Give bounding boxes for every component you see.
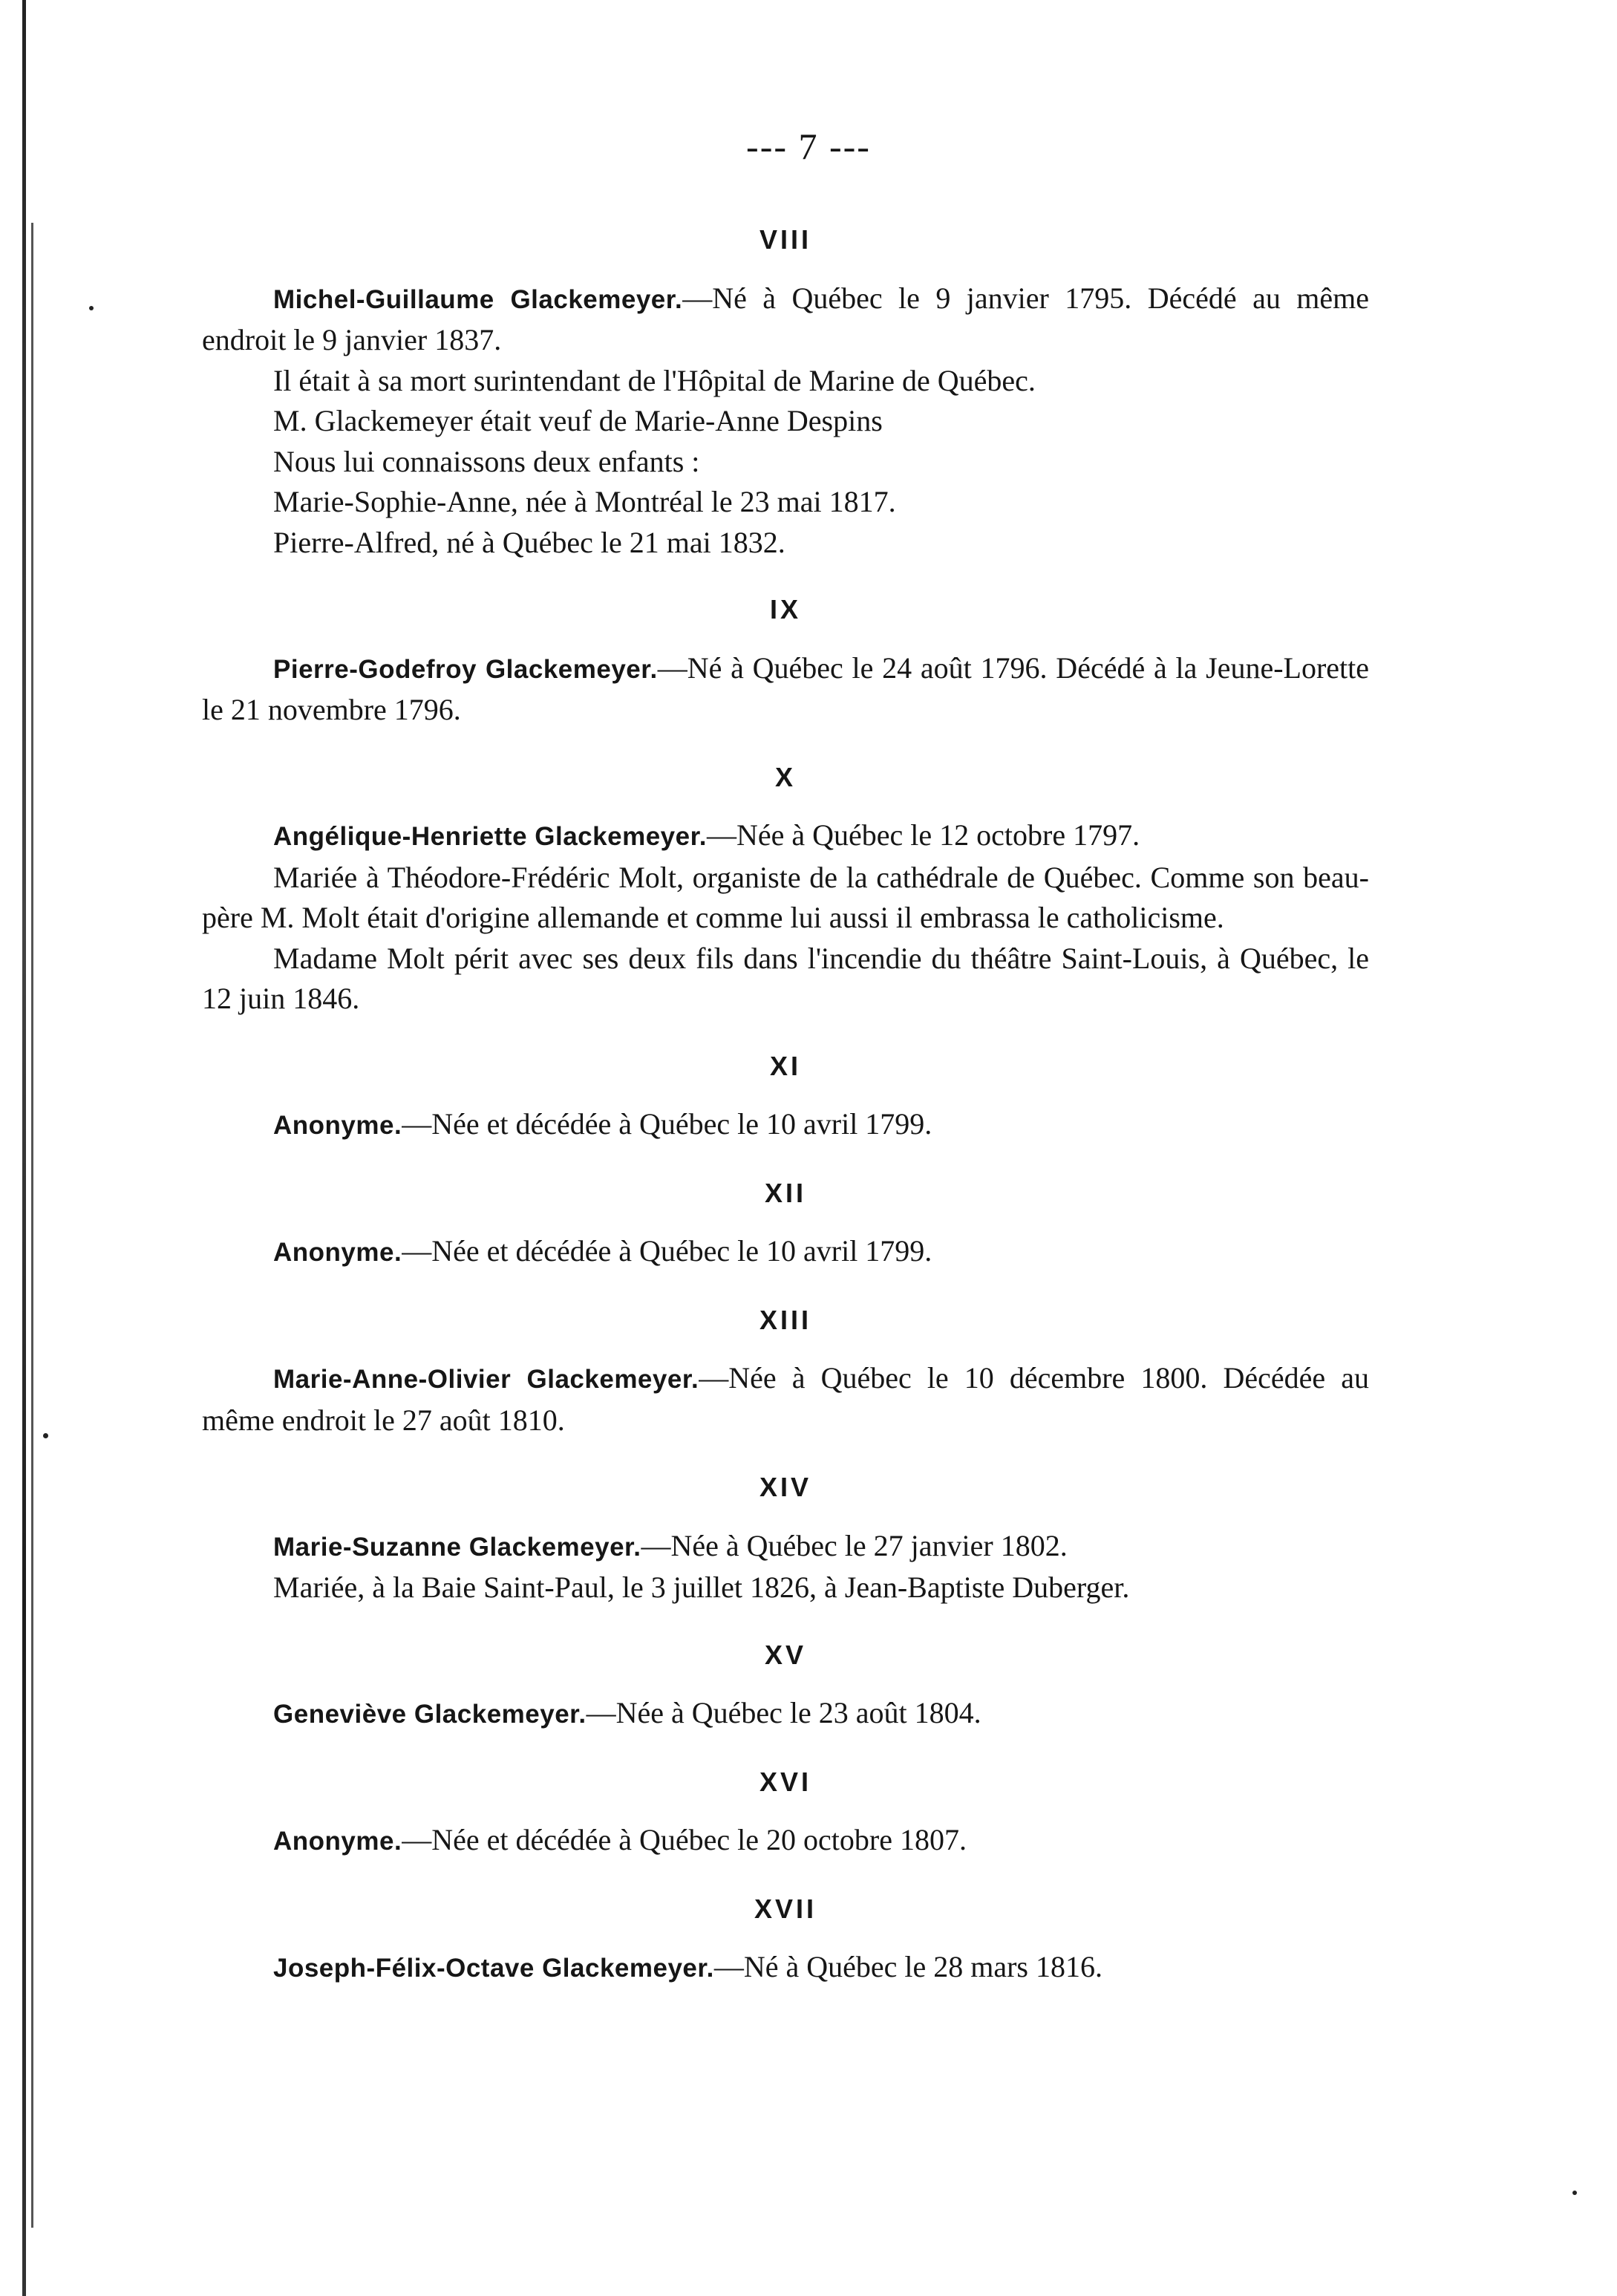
entry-section [202, 1173, 1369, 1273]
section-numeral: XVI [759, 1766, 812, 1797]
person-name: Marie-Anne-Olivier Glackemeyer. [273, 1365, 699, 1394]
entry-section [202, 1300, 1369, 1441]
section-numeral: XI [769, 1050, 801, 1081]
entry-paragraph [202, 648, 1369, 731]
entry-paragraph [202, 858, 1369, 939]
section-numeral: XV [764, 1639, 807, 1670]
person-name: Anonyme. [273, 1238, 402, 1267]
section-numeral: X [774, 761, 796, 792]
entry-text: —Né à Québec le 28 mars 1816. [713, 1950, 1102, 1983]
entry-text: Mariée à Théodore-Frédéric Molt, organiste de la cathédrale de Québec. Comme son beau-père M. Molt était d'origine allemande et comme lui aussi il embrassa le catholicisme. [202, 860, 1369, 934]
entry-paragraph [202, 1947, 1369, 1989]
entry-paragraph [202, 1820, 1369, 1862]
entry-paragraph [202, 401, 1369, 442]
entry-paragraph [202, 1231, 1369, 1273]
entry-section [202, 220, 1369, 563]
entry-text: M. Glackemeyer était veuf de Marie-Anne Despins [273, 404, 883, 437]
entry-text: —Née et décédée à Québec le 10 avril 1799. [402, 1234, 932, 1268]
entry-section [202, 757, 1369, 1020]
entry-paragraph [202, 1104, 1369, 1147]
person-name: Anonyme. [273, 1111, 402, 1140]
entry-paragraph [202, 939, 1369, 1020]
entry-section [202, 1467, 1369, 1608]
entry-section [202, 1635, 1369, 1735]
person-name: Marie-Suzanne Glackemeyer. [273, 1532, 641, 1562]
entry-text: —Née et décédée à Québec le 10 avril 1799. [402, 1107, 932, 1141]
entry-paragraph [202, 1526, 1369, 1568]
person-name: Anonyme. [273, 1827, 402, 1856]
entry-text: —Née à Québec le 27 janvier 1802. [641, 1528, 1068, 1562]
entry-text: Marie-Sophie-Anne, née à Montréal le 23 mai 1817. [273, 485, 896, 518]
person-name: Pierre-Godefroy Glackemeyer. [273, 654, 658, 684]
entry-paragraph [202, 1693, 1369, 1735]
document-body [202, 220, 1369, 1989]
entry-paragraph [202, 523, 1369, 564]
section-numeral: XII [764, 1177, 806, 1208]
person-name: Angélique-Henriette Glackemeyer. [273, 822, 707, 851]
scan-speck [43, 1433, 48, 1438]
page-number: --- 7 --- [746, 125, 871, 167]
entry-paragraph [202, 1568, 1369, 1608]
entry-paragraph [202, 442, 1369, 483]
entry-paragraph [202, 815, 1369, 858]
entry-text: Nous lui connaissons deux enfants : [273, 444, 700, 478]
scan-speck [89, 306, 94, 310]
section-numeral: VIII [759, 224, 812, 255]
person-name: Joseph-Félix-Octave Glackemeyer. [273, 1954, 714, 1983]
entry-text: Madame Molt périt avec ses deux fils dans l'incendie du théâtre Saint-Louis, à Québec, le 12 juin 1846. [202, 941, 1369, 1015]
entry-paragraph [202, 1358, 1369, 1441]
entry-section [202, 590, 1369, 731]
page-binding-shadow [31, 223, 33, 2228]
entry-section [202, 1046, 1369, 1147]
section-numeral: XIII [759, 1304, 812, 1335]
entry-paragraph [202, 361, 1369, 402]
entry-text: —Née et décédée à Québec le 20 octobre 1807. [402, 1823, 967, 1856]
entry-text: Il était à sa mort surintendant de l'Hôpital de Marine de Québec. [273, 363, 1036, 397]
entry-paragraph [202, 482, 1369, 523]
person-name: Michel-Guillaume Glackemeyer. [273, 284, 683, 314]
page-binding-edge [22, 0, 26, 2296]
entry-text: —Née à Québec le 12 octobre 1797. [707, 818, 1140, 852]
section-numeral: IX [769, 594, 801, 624]
entry-text: Pierre-Alfred, né à Québec le 21 mai 1832. [273, 525, 785, 559]
scan-speck [1572, 2191, 1577, 2195]
entry-section [202, 1889, 1369, 1989]
person-name: Geneviève Glackemeyer. [273, 1700, 587, 1729]
entry-text: —Né à Québec le 9 janvier 1795. Décédé au même endroit le 9 janvier 1837. [202, 281, 1369, 356]
entry-text: —Né à Québec le 24 août 1796. Décédé à la Jeune-Lorette le 21 novembre 1796. [202, 650, 1370, 726]
section-numeral: XVII [754, 1893, 817, 1924]
section-numeral: XIV [759, 1472, 812, 1502]
entry-section [202, 1762, 1369, 1862]
entry-text: —Née à Québec le 10 décembre 1800. Décédée au même endroit le 27 août 1810. [202, 1361, 1369, 1437]
entry-text: Mariée, à la Baie Saint-Paul, le 3 juillet 1826, à Jean-Baptiste Duberger. [273, 1571, 1130, 1604]
entry-text: —Née à Québec le 23 août 1804. [586, 1696, 981, 1729]
entry-paragraph [202, 278, 1369, 361]
